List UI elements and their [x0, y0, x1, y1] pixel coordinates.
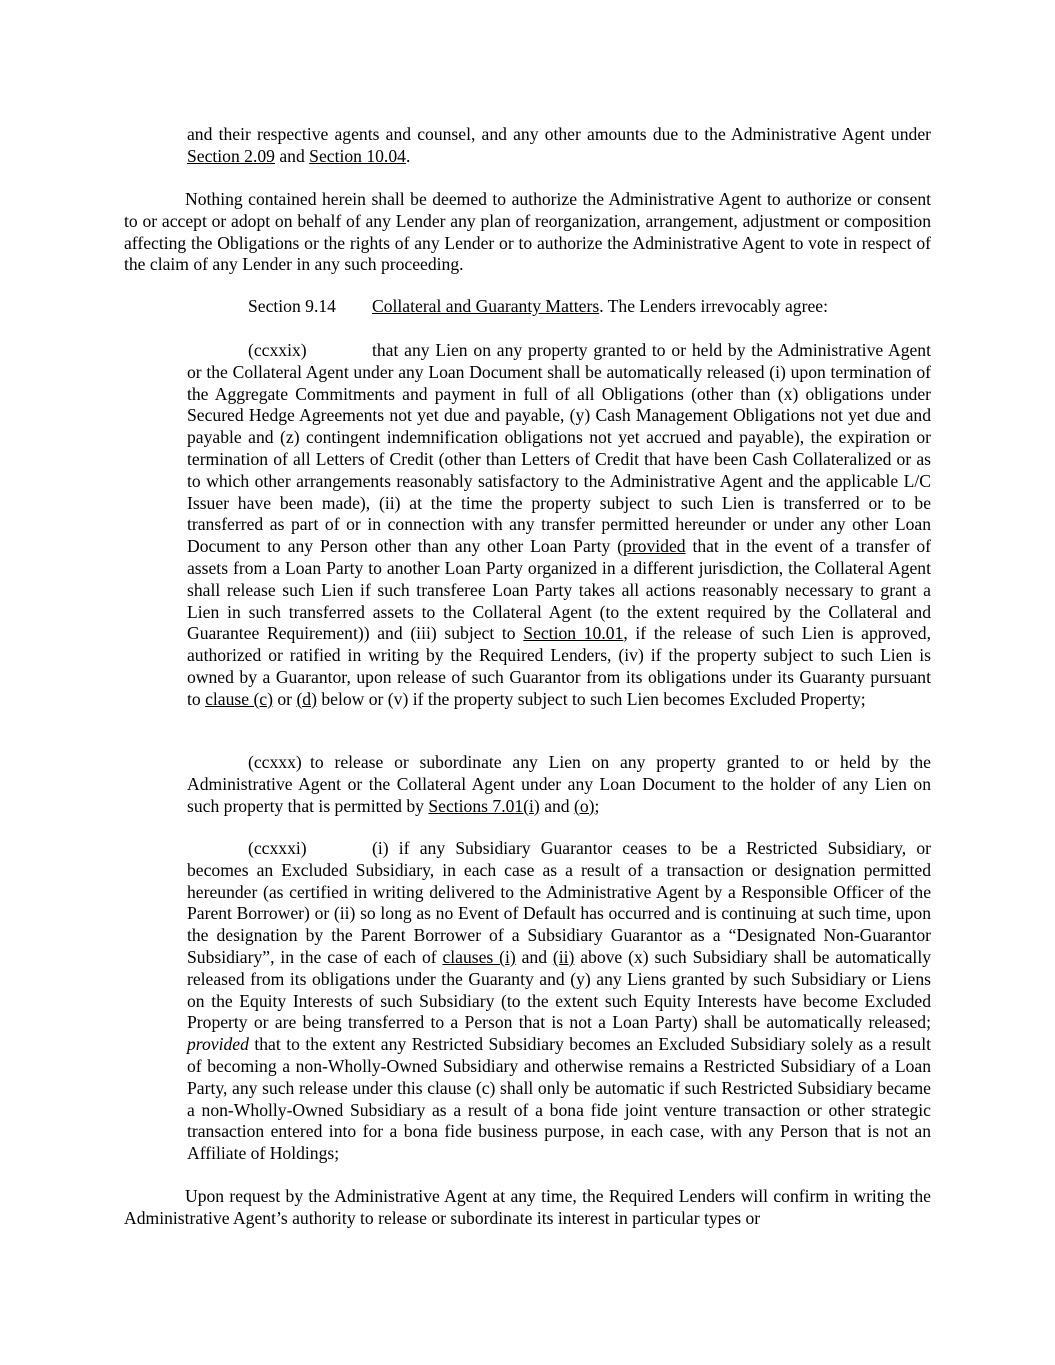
text-run: (i) if any Subsidiary Guarantor ceases to be a Restricted Subsidiary, or becomes an Excluded Subsidiary, in each case as a result of a transaction or designation permitted hereunder (as certified in writing delivered to the Administrative Agent by a Responsible Officer of the Parent Borrower) or (ii) so long as no Event of Default has occurred and is continuing at such time, upon the designation by the Parent Borrower of a Subsidiary Guarantor as a “Designated Non-Guarantor Subsidiary”, in the case of each of — [187, 838, 931, 967]
paragraph-upon-request — [124, 1186, 931, 1230]
text-run: that to the extent any Restricted Subsidiary becomes an Excluded Subsidiary solely as a result of becoming a non-Wholly-Owned Subsidiary and otherwise remains a Restricted Subsidiary of a Loan Party, any such release under this clause (c) shall only be automatic if such Restricted Subsidiary became a non-Wholly-Owned Subsidiary as a result of a bona fide joint venture transaction or other strategic transaction entered into for a bona fide business purpose, in each case, with any Person that is not an Affiliate of Holdings; — [187, 1034, 931, 1164]
section-number: Section 9.14 — [248, 296, 336, 316]
clause-label: (ccxxix) — [248, 340, 307, 360]
provided-term: provided — [623, 536, 686, 557]
text-run: below or (v) if the property subject to such Lien becomes Excluded Property; — [316, 688, 866, 709]
text-run: that in the event of a transfer of assets from a Loan Party to another Loan Party organized in a different jurisdiction, the Collateral Agent shall release such Lien if such transferee Loan Party takes all actions reasonably necessary to grant a Lien in such transferred assets to the Collateral Agent (to the extent required by the Collateral and Guarantee Requirement)) and (iii) subject to — [187, 536, 931, 644]
text-run: or — [272, 688, 297, 709]
provided-term: provided — [187, 1034, 249, 1055]
text-run: and their respective agents and counsel, and any other amounts due to the Administrative Agent under — [187, 124, 931, 144]
paragraph-nothing-contained — [124, 189, 931, 276]
text-run: , if the release of such Lien is approved, authorized or ratified in writing by the Required Lenders, (iv) if the property subject to such Lien is owned by a Guarantor, upon release of such Guarantor from its obligations under its Guaranty pursuant to — [187, 623, 931, 709]
text-run: Upon request by the Administrative Agent at any time, the Required Lenders will confirm in writing the Administrative Agent’s authority to release or subordinate its interest in particular types or — [124, 1186, 931, 1228]
section-reference: Section 10.04 — [309, 145, 406, 166]
text-run: to release or subordinate any Lien on any property granted to or held by the Administrative Agent or the Collateral Agent under any Loan Document to the holder of any Lien on such property that is permitted by — [187, 752, 931, 816]
section-reference: Section 2.09 — [187, 145, 275, 166]
text-run: ; — [594, 795, 600, 816]
section-heading — [248, 296, 938, 318]
clause-reference: clauses (i) — [442, 946, 516, 967]
text-run: above (x) such Subsidiary shall be automatically released from its obligations under the Guaranty and (y) any Liens granted by such Subsidiary or Liens on the Equity Interests of such Subsidiary (to the extent such Equity Interests have become Excluded Property or are being transferred to a Person that is not a Loan Party) shall be automatically released; — [187, 946, 932, 1033]
text-run: and — [274, 145, 310, 166]
clause-label: (ccxxx) — [248, 752, 302, 772]
clause-item-c — [187, 838, 931, 1165]
section-title: Collateral and Guaranty Matters — [372, 296, 600, 316]
clause-label: (ccxxxi) — [248, 838, 307, 858]
text-run: Nothing contained herein shall be deemed to authorize the Administrative Agent to authorize or consent to or accept or adopt on behalf of any Lender any plan of reorganization, arrangement, adjustment or composition affecting the Obligations or the rights of any Lender or to authorize the Administrative Agent to vote in respect of the claim of any Lender in any such proceeding. — [124, 189, 931, 275]
section-intro: . The Lenders irrevocably agree: — [599, 296, 828, 316]
text-run: that any Lien on any property granted to or held by the Administrative Agent or the Collateral Agent under any Loan Document shall be automatically released (i) upon termination of the Aggregate Commitments and payment in full of all Obligations (other than (x) obligations under Secured Hedge Agreements not yet due and payable, (y) Cash Management Obligations not yet due and payable and (z) contingent indemnification obligations not yet accrued and payable), the expiration or termination of all Letters of Credit (other than Letters of Credit that have been Cash Collateralized or as to which other arrangements reasonably satisfactory to the Administrative Agent and the applicable L/C Issuer have been made), (ii) at the time the property subject to such Lien is transferred or to be transferred as part of or in connection with any transfer permitted hereunder or under any other Loan Document to any Person other than any other Loan Party ( — [187, 340, 931, 557]
clause-reference: (ii) — [552, 946, 575, 967]
section-reference: Section 10.01 — [523, 623, 624, 644]
clause-item-a — [187, 340, 931, 711]
clause-reference: (o) — [574, 795, 595, 816]
text-run: and — [515, 946, 553, 967]
text-run: . — [405, 145, 411, 166]
text-run: and — [539, 795, 574, 816]
section-reference: Sections 7.01(i) — [428, 795, 540, 816]
paragraph-continuation — [187, 124, 931, 168]
clause-reference: (d) — [296, 688, 317, 709]
clause-item-b — [187, 752, 931, 817]
clause-reference: clause (c) — [205, 688, 273, 709]
